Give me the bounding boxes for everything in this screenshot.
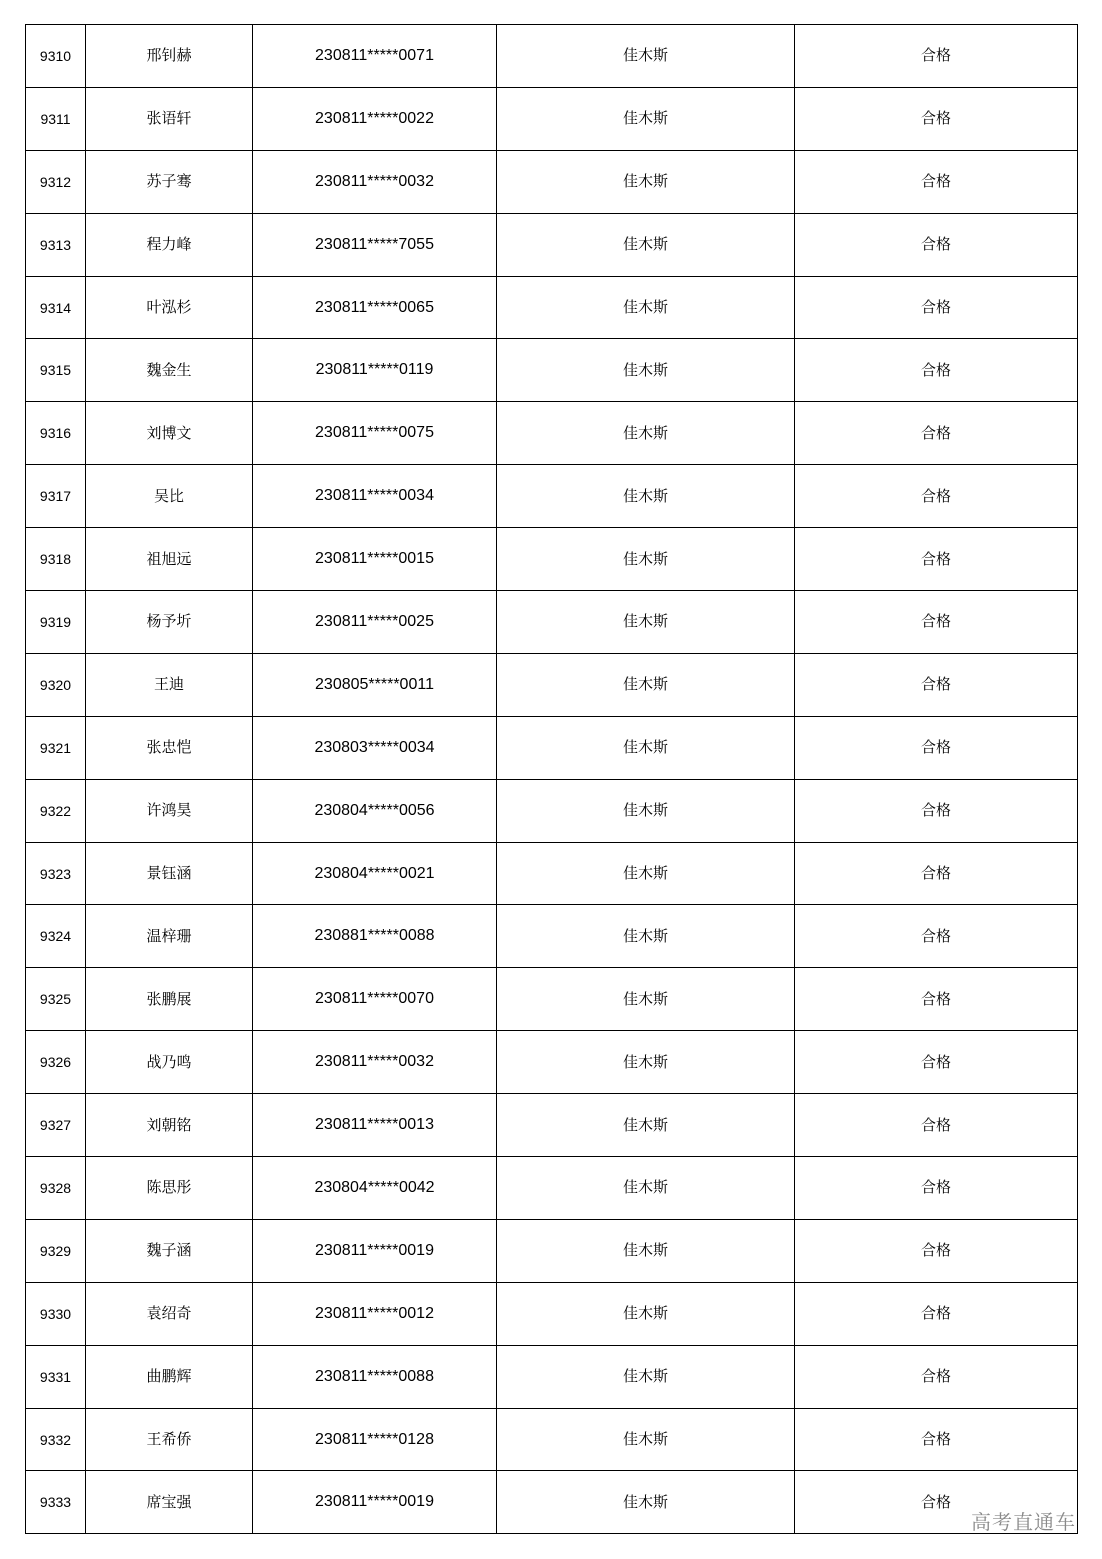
row-number-cell: 9313 [26,213,86,276]
table-row [26,779,1078,842]
region-cell: 佳木斯 [497,87,795,150]
candidate-name-cell: 杨予圻 [86,591,253,654]
id-number-cell: 230804*****0056 [253,779,497,842]
table-row [26,1345,1078,1408]
region-cell: 佳木斯 [497,1282,795,1345]
table-row [26,1094,1078,1157]
result-status-cell: 合格 [795,591,1078,654]
table-row [26,25,1078,88]
row-number-cell: 9324 [26,905,86,968]
table-row [26,905,1078,968]
candidate-name-cell: 张语轩 [86,87,253,150]
table-row [26,528,1078,591]
id-number-cell: 230811*****0025 [253,591,497,654]
row-number-cell: 9318 [26,528,86,591]
region-cell: 佳木斯 [497,276,795,339]
id-number-cell: 230811*****0032 [253,150,497,213]
result-status-cell: 合格 [795,25,1078,88]
candidate-name-cell: 袁绍奇 [86,1282,253,1345]
candidate-name-cell: 温梓珊 [86,905,253,968]
result-status-cell: 合格 [795,339,1078,402]
row-number-cell: 9328 [26,1157,86,1220]
candidate-name-cell: 曲鹏辉 [86,1345,253,1408]
result-status-cell: 合格 [795,528,1078,591]
region-cell: 佳木斯 [497,528,795,591]
region-cell: 佳木斯 [497,1345,795,1408]
row-number-cell: 9331 [26,1345,86,1408]
roster-body [26,25,1078,1534]
row-number-cell: 9314 [26,276,86,339]
region-cell: 佳木斯 [497,465,795,528]
table-row [26,213,1078,276]
id-number-cell: 230811*****0065 [253,276,497,339]
id-number-cell: 230804*****0021 [253,842,497,905]
result-status-cell: 合格 [795,1471,1078,1534]
table-row [26,465,1078,528]
region-cell: 佳木斯 [497,779,795,842]
candidate-name-cell: 祖旭远 [86,528,253,591]
table-row [26,968,1078,1031]
result-status-cell: 合格 [795,1282,1078,1345]
region-cell: 佳木斯 [497,402,795,465]
table-row [26,1282,1078,1345]
result-status-cell: 合格 [795,1219,1078,1282]
row-number-cell: 9326 [26,1031,86,1094]
result-status-cell: 合格 [795,276,1078,339]
result-status-cell: 合格 [795,716,1078,779]
candidate-name-cell: 吴比 [86,465,253,528]
result-status-cell: 合格 [795,1345,1078,1408]
id-number-cell: 230811*****0012 [253,1282,497,1345]
region-cell: 佳木斯 [497,25,795,88]
id-number-cell: 230804*****0042 [253,1157,497,1220]
candidate-name-cell: 陈思彤 [86,1157,253,1220]
id-number-cell: 230811*****0128 [253,1408,497,1471]
candidate-name-cell: 张鹏展 [86,968,253,1031]
row-number-cell: 9329 [26,1219,86,1282]
result-status-cell: 合格 [795,1157,1078,1220]
id-number-cell: 230811*****0022 [253,87,497,150]
candidate-name-cell: 苏子骞 [86,150,253,213]
candidate-name-cell: 张忠恺 [86,716,253,779]
region-cell: 佳木斯 [497,842,795,905]
candidate-name-cell: 邢钊赫 [86,25,253,88]
result-status-cell: 合格 [795,653,1078,716]
table-row [26,591,1078,654]
table-row [26,1219,1078,1282]
table-row [26,716,1078,779]
row-number-cell: 9310 [26,25,86,88]
row-number-cell: 9325 [26,968,86,1031]
region-cell: 佳木斯 [497,1471,795,1534]
table-row [26,276,1078,339]
row-number-cell: 9332 [26,1408,86,1471]
row-number-cell: 9311 [26,87,86,150]
id-number-cell: 230805*****0011 [253,653,497,716]
id-number-cell: 230811*****0075 [253,402,497,465]
candidate-name-cell: 战乃鸣 [86,1031,253,1094]
row-number-cell: 9333 [26,1471,86,1534]
id-number-cell: 230811*****0032 [253,1031,497,1094]
result-status-cell: 合格 [795,1031,1078,1094]
candidate-name-cell: 王迪 [86,653,253,716]
region-cell: 佳木斯 [497,213,795,276]
result-status-cell: 合格 [795,213,1078,276]
row-number-cell: 9315 [26,339,86,402]
id-number-cell: 230811*****0070 [253,968,497,1031]
row-number-cell: 9327 [26,1094,86,1157]
id-number-cell: 230811*****0034 [253,465,497,528]
watermark: 高考直通车 [971,1510,1076,1534]
candidate-name-cell: 刘博文 [86,402,253,465]
result-status-cell: 合格 [795,905,1078,968]
region-cell: 佳木斯 [497,339,795,402]
result-status-cell: 合格 [795,87,1078,150]
row-number-cell: 9323 [26,842,86,905]
candidate-name-cell: 王希侨 [86,1408,253,1471]
region-cell: 佳木斯 [497,1094,795,1157]
row-number-cell: 9320 [26,653,86,716]
result-status-cell: 合格 [795,1094,1078,1157]
table-row [26,653,1078,716]
table-row [26,339,1078,402]
result-status-cell: 合格 [795,465,1078,528]
region-cell: 佳木斯 [497,905,795,968]
table-row [26,842,1078,905]
table-row [26,87,1078,150]
id-number-cell: 230811*****0071 [253,25,497,88]
candidate-name-cell: 魏子涵 [86,1219,253,1282]
candidate-name-cell: 景钰涵 [86,842,253,905]
region-cell: 佳木斯 [497,1219,795,1282]
candidate-name-cell: 刘朝铭 [86,1094,253,1157]
row-number-cell: 9321 [26,716,86,779]
region-cell: 佳木斯 [497,1157,795,1220]
region-cell: 佳木斯 [497,1408,795,1471]
table-row [26,150,1078,213]
row-number-cell: 9319 [26,591,86,654]
id-number-cell: 230803*****0034 [253,716,497,779]
row-number-cell: 9330 [26,1282,86,1345]
id-number-cell: 230811*****0013 [253,1094,497,1157]
result-status-cell: 合格 [795,968,1078,1031]
candidate-name-cell: 席宝强 [86,1471,253,1534]
result-status-cell: 合格 [795,1408,1078,1471]
id-number-cell: 230881*****0088 [253,905,497,968]
region-cell: 佳木斯 [497,1031,795,1094]
candidate-name-cell: 许鸿昊 [86,779,253,842]
id-number-cell: 230811*****0019 [253,1219,497,1282]
id-number-cell: 230811*****0019 [253,1471,497,1534]
row-number-cell: 9312 [26,150,86,213]
result-status-cell: 合格 [795,779,1078,842]
id-number-cell: 230811*****0088 [253,1345,497,1408]
id-number-cell: 230811*****7055 [253,213,497,276]
table-row [26,1471,1078,1534]
id-number-cell: 230811*****0119 [253,339,497,402]
result-status-cell: 合格 [795,402,1078,465]
table-row [26,1157,1078,1220]
region-cell: 佳木斯 [497,716,795,779]
region-cell: 佳木斯 [497,968,795,1031]
id-number-cell: 230811*****0015 [253,528,497,591]
candidate-name-cell: 魏金生 [86,339,253,402]
region-cell: 佳木斯 [497,653,795,716]
table-row [26,1408,1078,1471]
region-cell: 佳木斯 [497,591,795,654]
candidate-name-cell: 叶泓杉 [86,276,253,339]
region-cell: 佳木斯 [497,150,795,213]
table-row [26,1031,1078,1094]
result-status-cell: 合格 [795,842,1078,905]
table-row [26,402,1078,465]
roster-table [25,24,1078,1534]
result-status-cell: 合格 [795,150,1078,213]
row-number-cell: 9316 [26,402,86,465]
candidate-name-cell: 程力峰 [86,213,253,276]
row-number-cell: 9317 [26,465,86,528]
row-number-cell: 9322 [26,779,86,842]
